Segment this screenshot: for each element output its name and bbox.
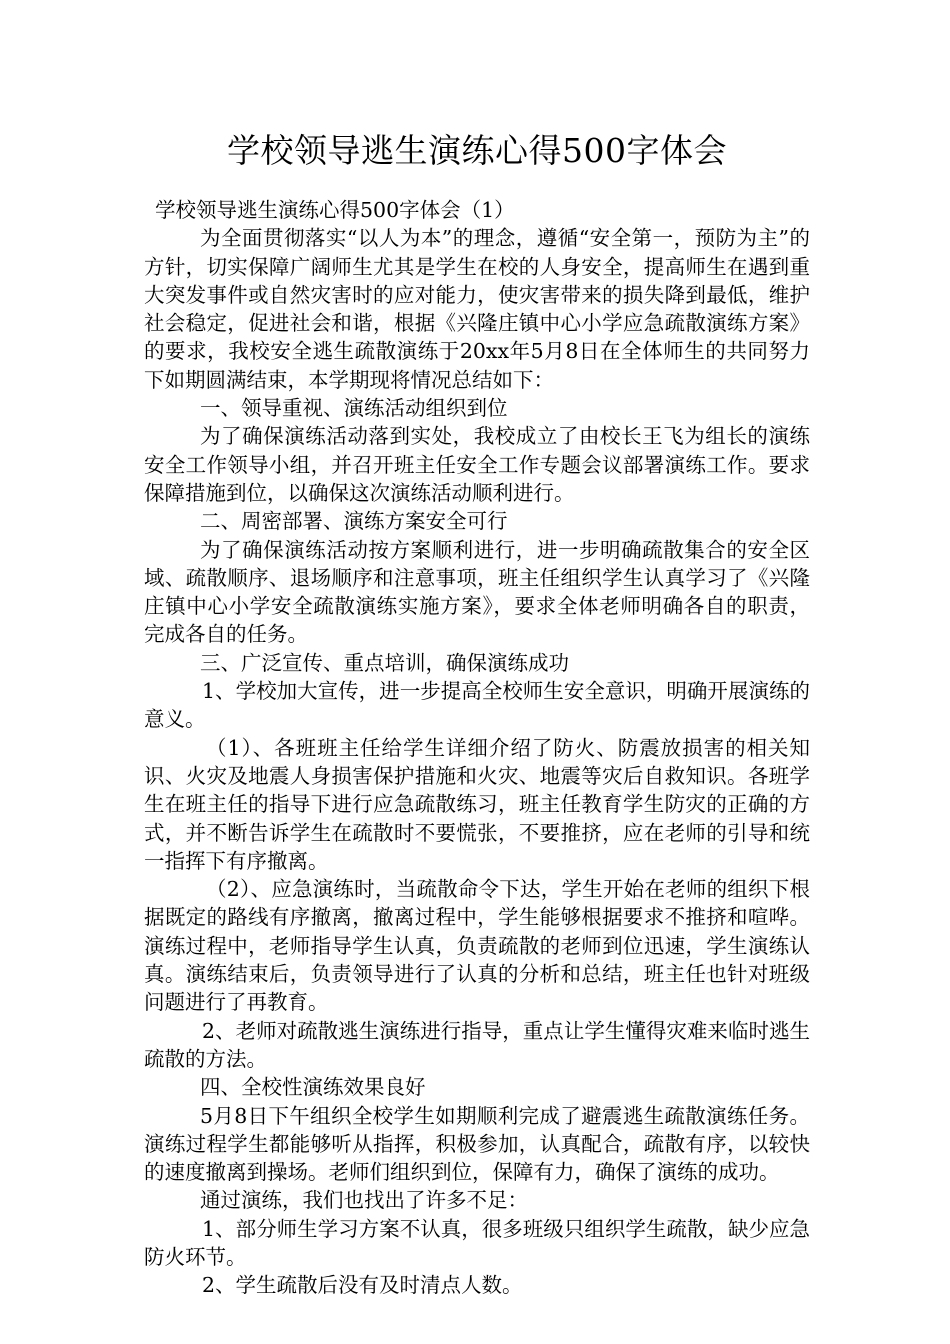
section-3-subitem-1: （1）、各班班主任给学生详细介绍了防火、防震放损害的相关知识、火灾及地震人身损害保护措施和火灾、地震等灾后自救知识。各班学生在班主任的指导下进行应急疏散练习，班主任教育学生防灾的正确的方式，并不断告诉学生在疏散时不要慌张，不要推挤，应在老师的引导和统一指挥下有序撤离。 xyxy=(144,735,810,873)
section-heading-3: 三、广泛宣传、重点培训，确保演练成功 xyxy=(200,650,569,675)
shortcomings-intro: 通过演练，我们也找出了许多不足： xyxy=(200,1188,528,1213)
section-2-paragraph: 为了确保演练活动按方案顺利进行，进一步明确疏散集合的安全区域、疏散顺序、退场顺序和注意事项，班主任组织学生认真学习了《兴隆庄镇中心小学安全疏散演练实施方案》，要求全体老师明确各自的职责，完成各自的任务。 xyxy=(144,537,810,647)
section-4-paragraph: 5月8日下午组织全校学生如期顺利完成了避震逃生疏散演练任务。演练过程学生都能够听从指挥，积极参加，认真配合，疏散有序，以较快的速度撤离到操场。老师们组织到位，保障有力，确保了演练的成功。 xyxy=(144,1103,810,1185)
section-heading-2: 二、周密部署、演练方案安全可行 xyxy=(200,509,508,534)
section-1-paragraph: 为了确保演练活动落到实处，我校成立了由校长王飞为组长的演练安全工作领导小组，并召开班主任安全工作专题会议部署演练工作。要求保障措施到位，以确保这次演练活动顺利进行。 xyxy=(144,424,810,505)
document-page xyxy=(144,128,810,1300)
document-subtitle: 学校领导逃生演练心得500字体会（1） xyxy=(155,198,515,222)
section-3-subitem-2: （2）、应急演练时，当疏散命令下达，学生开始在老师的组织下根据既定的路线有序撤离，撤离过程中，学生能够根据要求不推挤和喧哗。演练过程中，老师指导学生认真，负责疏散的老师到位迅速，学生演练认真。演练结束后，负责领导进行了认真的分析和总结，班主任也针对班级问题进行了再教育。 xyxy=(144,877,810,1015)
document-title: 学校领导逃生演练心得500字体会 xyxy=(227,131,727,170)
intro-paragraph: 为全面贯彻落实“以人为本”的理念，遵循“安全第一，预防为主”的方针，切实保障广阔师生尤其是学生在校的人身安全，提高师生在遇到重大突发事件或自然灾害时的应对能力，使灾害带来的损失降到最低，维护社会稳定，促进社会和谐，根据《兴隆庄镇中心小学应急疏散演练方案》的要求，我校安全逃生疏散演练于20xx年5月8日在全体师生的共同努力下如期圆满结束，本学期现将情况总结如下： xyxy=(144,226,810,392)
section-3-item-1: 1、学校加大宣传，进一步提高全校师生安全意识，明确开展演练的意义。 xyxy=(144,679,810,732)
section-3-item-2: 2、老师对疏散逃生演练进行指导，重点让学生懂得灾难来临时逃生疏散的方法。 xyxy=(144,1018,810,1071)
shortcoming-item-2: 2、学生疏散后没有及时清点人数。 xyxy=(202,1273,523,1298)
section-heading-4: 四、全校性演练效果良好 xyxy=(200,1075,426,1100)
shortcoming-item-1: 1、部分师生学习方案不认真，很多班级只组织学生疏散，缺少应急防火环节。 xyxy=(144,1216,810,1269)
section-heading-1: 一、领导重视、演练活动组织到位 xyxy=(200,396,508,421)
